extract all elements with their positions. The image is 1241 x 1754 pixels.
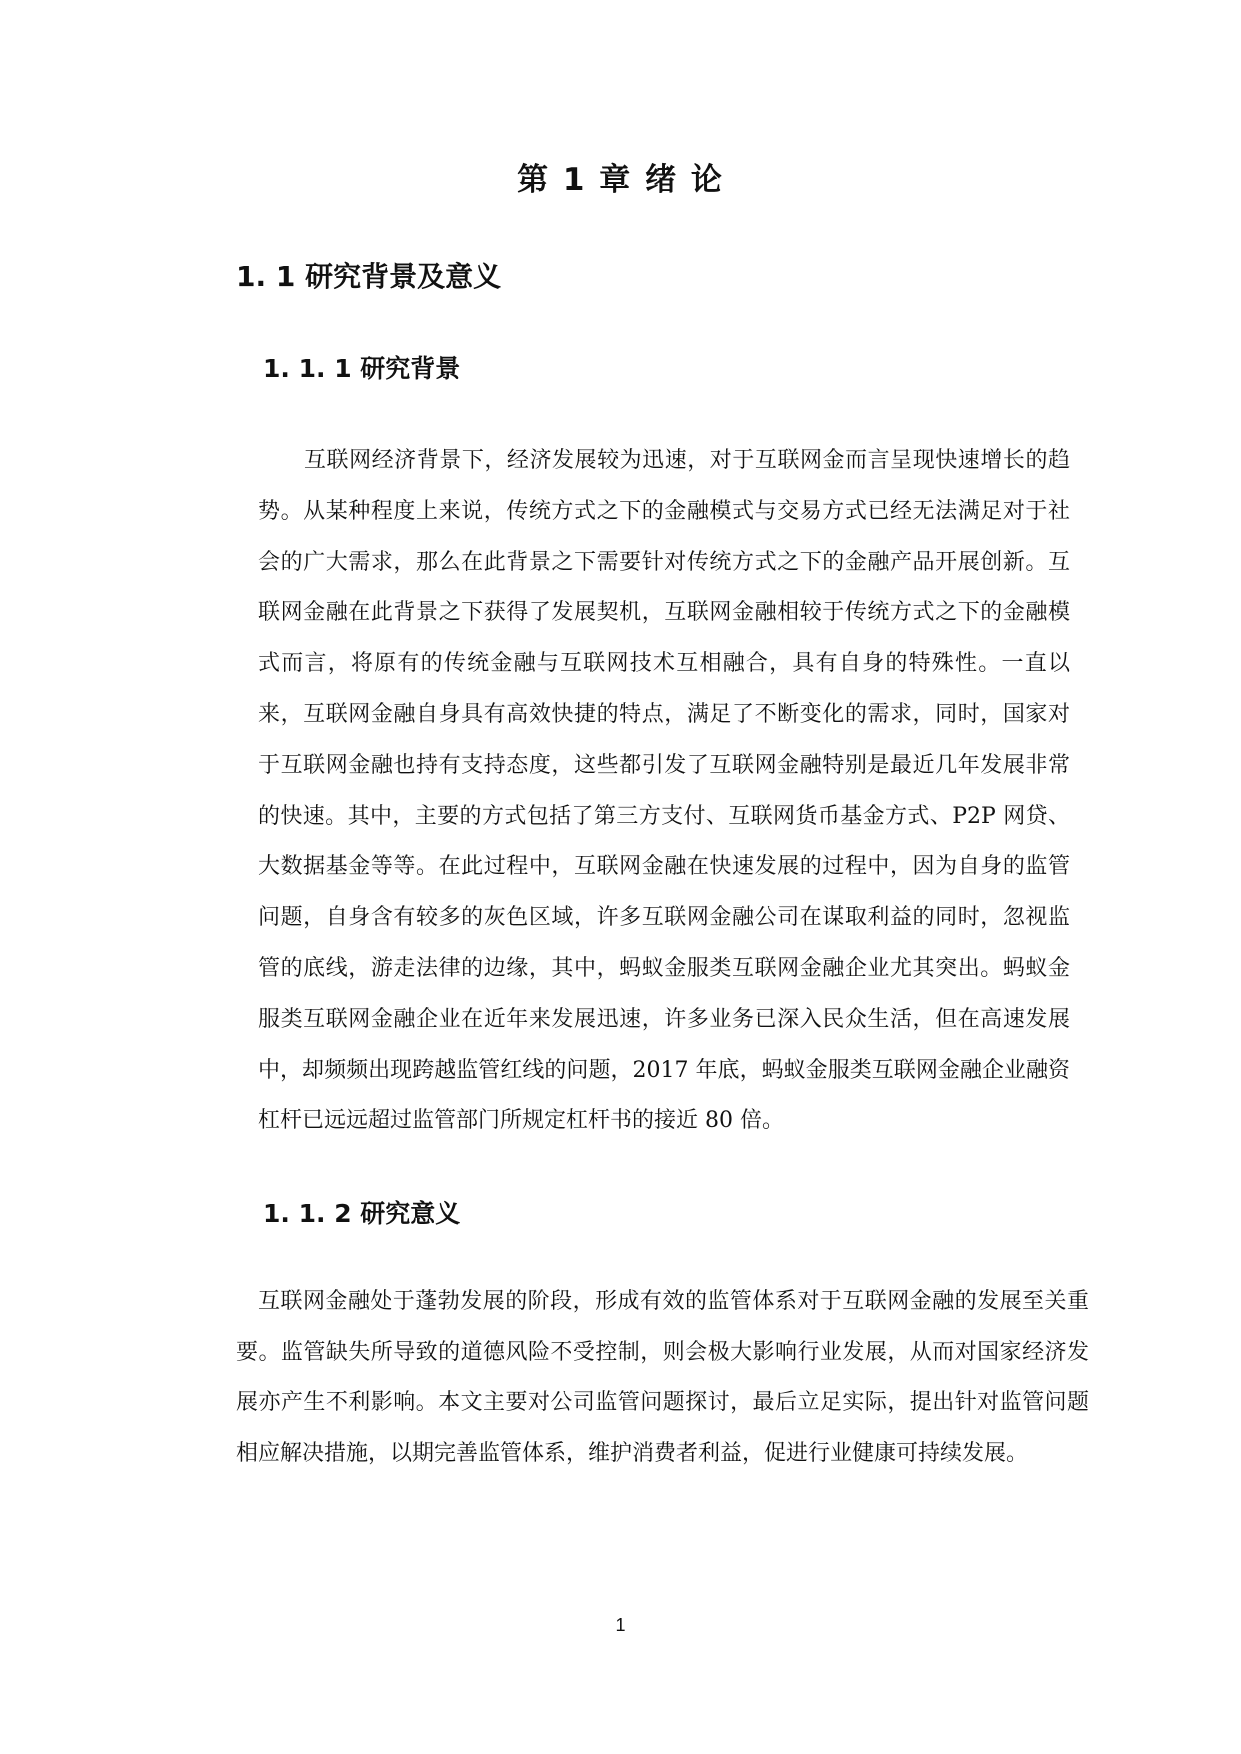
chapter-title: 第 1 章 绪 论 bbox=[517, 162, 724, 198]
paragraph-research-background: 互联网经济背景下，经济发展较为迅速，对于互联网金而言呈现快速增长的趋势。从某种程度上来说，传统方式之下的金融模式与交易方式已经无法满足对于社会的广大需求，那么在此背景之下需要针对传统方式之下的金融产品开展创新。互联网金融在此背景之下获得了发展契机，互联网金融相较于传统方式之下的金融模式而言，将原有的传统金融与互联网技术互相融合，具有自身的特殊性。一直以来，互联网金融自身具有高效快捷的特点，满足了不断变化的需求，同时，国家对于互联网金融也持有支持态度，这些都引发了互联网金融特别是最近几年发展非常的快速。其中，主要的方式包括了第三方支付、互联网货币基金方式、P2P 网贷、大数据基金等等。在此过程中，互联网金融在快速发展的过程中，因为自身的监管问题，自身含有较多的灰色区域，许多互联网金融公司在谋取利益的同时，忽视监管的底线，游走法律的边缘，其中，蚂蚁金服类互联网金融企业尤其突出。蚂蚁金服类互联网金融企业在近年来发展迅速，许多业务已深入民众生活，但在高速发展中，却频频出现跨越监管红线的问题，2017 年底，蚂蚁金服类互联网金融企业融资杠杆已远远超过监管部门所规定杠杆书的接近 80 倍。 bbox=[258, 448, 1070, 1134]
page-number: 1 bbox=[615, 1615, 626, 1635]
subsection-title-research-significance: 1. 1. 2 研究意义 bbox=[263, 1199, 461, 1228]
paragraph-research-significance: 互联网金融处于蓬勃发展的阶段，形成有效的监管体系对于互联网金融的发展至关重要。监管缺失所导致的道德风险不受控制，则会极大影响行业发展，从而对国家经济发展亦产生不利影响。本文主要对公司监管问题探讨，最后立足实际，提出针对监管问题相应解决措施，以期完善监管体系，维护消费者利益，促进行业健康可持续发展。 bbox=[236, 1289, 1089, 1466]
section-title: 1. 1 研究背景及意义 bbox=[236, 260, 502, 293]
subsection-title-research-background: 1. 1. 1 研究背景 bbox=[263, 354, 461, 383]
